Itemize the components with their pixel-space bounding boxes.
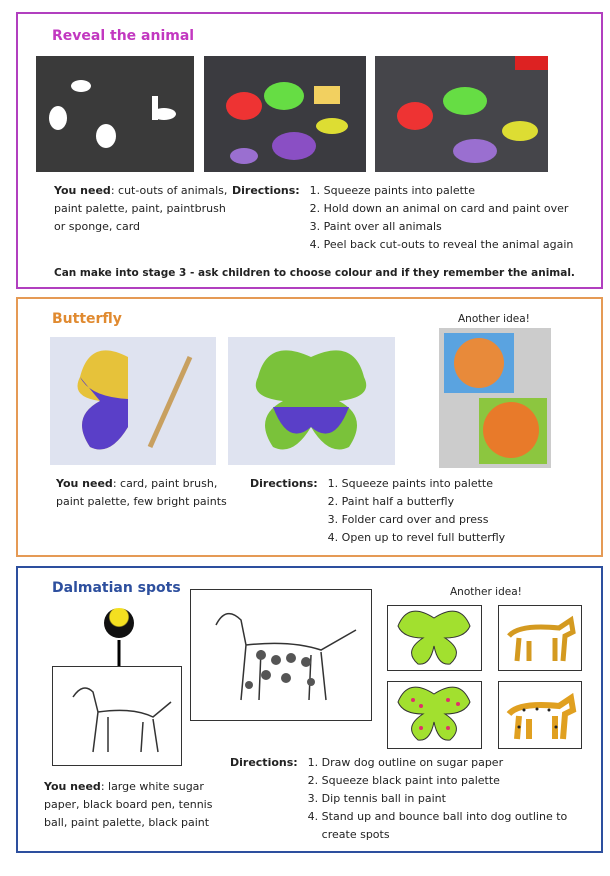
directions: Directions: 1. Squeeze paints into palette 2. Paint half a butterfly 3. Folder card over and press 4. Open up to revel full butterfly (250, 475, 505, 547)
section-title: Butterfly (52, 311, 122, 327)
you-need: You need: card, paint brush, paint palette, few bright paints (56, 477, 227, 508)
photo-peeling-cutouts (375, 56, 548, 172)
section-title: Reveal the animal (52, 28, 195, 44)
you-need: You need: large white sugar paper, black board pen, tennis ball, paint palette, black paint (44, 780, 213, 829)
spotted-cheetah-image (498, 681, 582, 749)
you-need: You need: cut-outs of animals, paint palette, paint, paintbrush or sponge, card (54, 184, 228, 233)
photo-full-butterfly (228, 337, 395, 465)
photo-animal-cutouts (36, 56, 194, 172)
spotted-dog-image (190, 589, 372, 721)
section-title: Dalmatian spots (52, 580, 181, 596)
dalmatian-section (16, 566, 603, 853)
directions: Directions: 1. Draw dog outline on sugar paper 2. Squeeze black paint into palette 3. Dip tennis ball in paint 4. Stand up and bounce ball into dog outline to create spots (230, 754, 580, 844)
green-butterfly-image (387, 605, 482, 671)
photo-tiger-idea (439, 328, 551, 468)
cheetah-outline-image (498, 605, 582, 671)
reveal-animal-section (16, 12, 603, 289)
another-idea-label: Another idea! (450, 586, 522, 598)
tennis-ball-icon (104, 608, 134, 638)
spotted-butterfly-image (387, 681, 482, 749)
dog-outline-image (52, 666, 182, 766)
directions: Directions: 1. Squeeze paints into palette 2. Hold down an animal on card and paint over 3. Paint over all animals 4. Peel back cut-outs to reveal the animal again (232, 182, 573, 254)
butterfly-section (16, 297, 603, 557)
photo-painting-animals (204, 56, 366, 172)
photo-half-butterfly (50, 337, 216, 465)
another-idea-label: Another idea! (458, 313, 530, 325)
stage-note: Can make into stage 3 - ask children to choose colour and if they remember the animal. (54, 267, 575, 279)
